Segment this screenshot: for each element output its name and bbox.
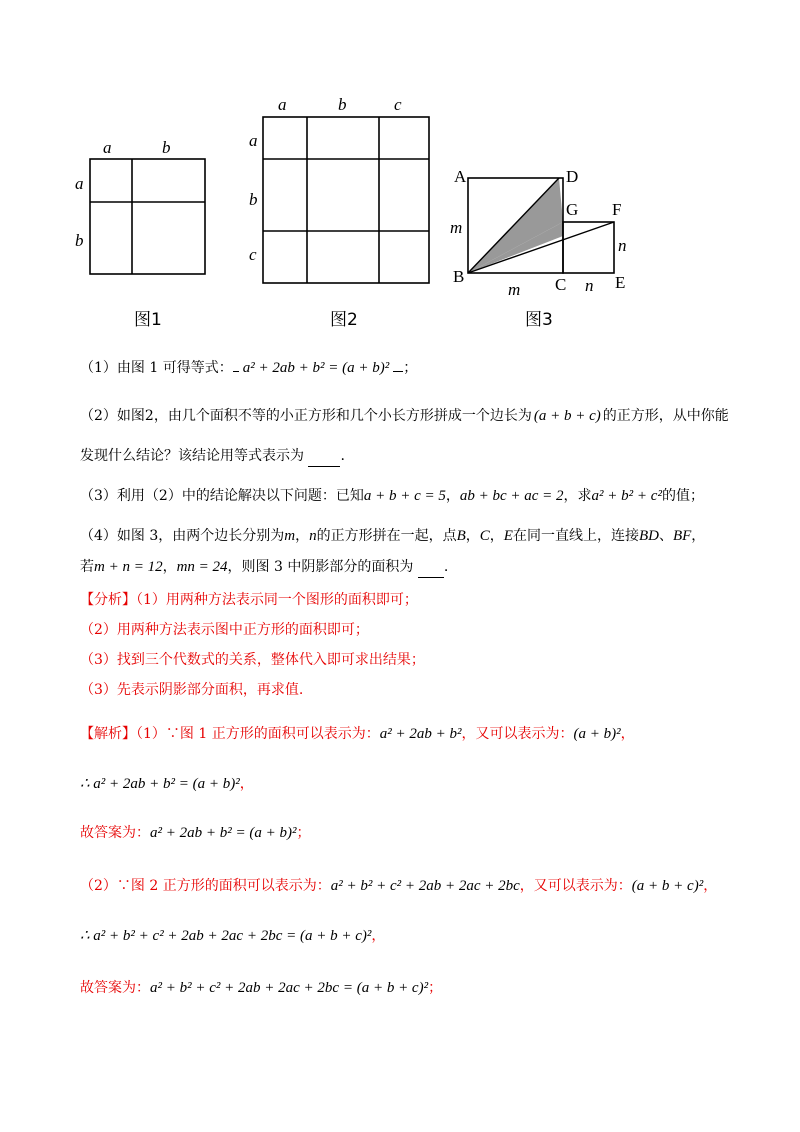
- solution-1-answer: 故答案为：a² + 2ab + b² = (a + b)²；: [80, 825, 311, 841]
- fig3-label-G: G: [566, 200, 579, 219]
- fig3-label-E: E: [615, 273, 626, 292]
- fig2-top-a: a: [278, 95, 287, 114]
- fig2-side-c: c: [249, 245, 257, 264]
- fig2-side-a: a: [249, 131, 258, 150]
- analysis-line-2: （2）用两种方法表示图中正方形的面积即可；: [80, 622, 369, 638]
- fig3-caption: 图3: [525, 310, 553, 330]
- fig3-label-m-bottom: m: [508, 280, 521, 299]
- question-3: （3）利用（2）中的结论解决以下问题：已知a + b + c = 5，ab + bc + ac = 2，求a² + b² + c²的值；: [80, 488, 704, 504]
- fig3-label-A: A: [454, 167, 467, 186]
- question-4-line-2: 若m + n = 12，mn = 24，则图 3 中阴影部分的面积为 .: [80, 557, 448, 578]
- solution-1-therefore: ∴ a² + 2ab + b² = (a + b)²，: [80, 776, 254, 792]
- fig3-label-D: D: [566, 167, 579, 186]
- question-1: （1）由图 1 可得等式： a² + 2ab + b² = (a + b)² ；: [80, 360, 418, 376]
- figure-3-diagram: [460, 170, 620, 280]
- solution-2-therefore: ∴ a² + b² + c² + 2ab + 2ac + 2bc = (a + b + c)²，: [80, 928, 386, 944]
- q1-answer: a² + 2ab + b² = (a + b)²: [242, 360, 390, 376]
- fig2-side-b: b: [249, 190, 258, 209]
- fig3-label-m-side: m: [450, 218, 463, 237]
- figure-2-diagram: [258, 112, 438, 287]
- fig1-side-b: b: [75, 231, 84, 250]
- fig3-label-F: F: [612, 200, 622, 219]
- fig3-label-C: C: [555, 275, 567, 294]
- question-4-line-1: （4）如图 3，由两个边长分别为m，n的正方形拼在一起，点B，C，E在同一直线上，连接BD、BF，: [80, 528, 706, 544]
- fig1-top-b: b: [162, 138, 171, 157]
- fig2-caption: 图2: [330, 310, 358, 330]
- solution-1-line: 【解析】（1）∵图 1 正方形的面积可以表示为：a² + 2ab + b²，又可以表示为：(a + b)²，: [80, 726, 635, 742]
- analysis-line-4: （3）先表示阴影部分面积，再求值.: [80, 682, 304, 698]
- fig1-top-a: a: [103, 138, 112, 157]
- q4-answer-blank: [418, 557, 444, 578]
- analysis-line-1: 【分析】（1）用两种方法表示同一个图形的面积即可；: [80, 592, 418, 608]
- fig2-top-c: c: [394, 95, 402, 114]
- figure-1-diagram: [85, 155, 210, 280]
- analysis-line-3: （3）找到三个代数式的关系，整体代入即可求出结果；: [80, 652, 425, 668]
- q2-answer-blank: [308, 446, 340, 467]
- solution-2-answer: 故答案为：a² + b² + c² + 2ab + 2ac + 2bc = (a + b + c)²；: [80, 980, 443, 996]
- question-2-line-1: （2）如图2，由几个面积不等的小正方形和几个小长方形拼成一个边长为 (a + b + c) 的正方形，从中你能: [80, 408, 729, 424]
- solution-2-line: （2）∵图 2 正方形的面积可以表示为：a² + b² + c² + 2ab + 2ac + 2bc，又可以表示为：(a + b + c)²，: [80, 878, 718, 894]
- fig1-caption: 图1: [134, 310, 162, 330]
- fig3-label-B: B: [453, 267, 465, 286]
- analysis-title: 【分析】: [80, 592, 136, 608]
- question-2-line-2: 发现什么结论？该结论用等式表示为 .: [80, 446, 345, 467]
- fig2-top-b: b: [338, 95, 347, 114]
- solution-title: 【解析】: [80, 726, 136, 742]
- fig3-label-n-bottom: n: [585, 276, 594, 295]
- fig1-side-a: a: [75, 174, 84, 193]
- fig3-label-n-side: n: [618, 236, 627, 255]
